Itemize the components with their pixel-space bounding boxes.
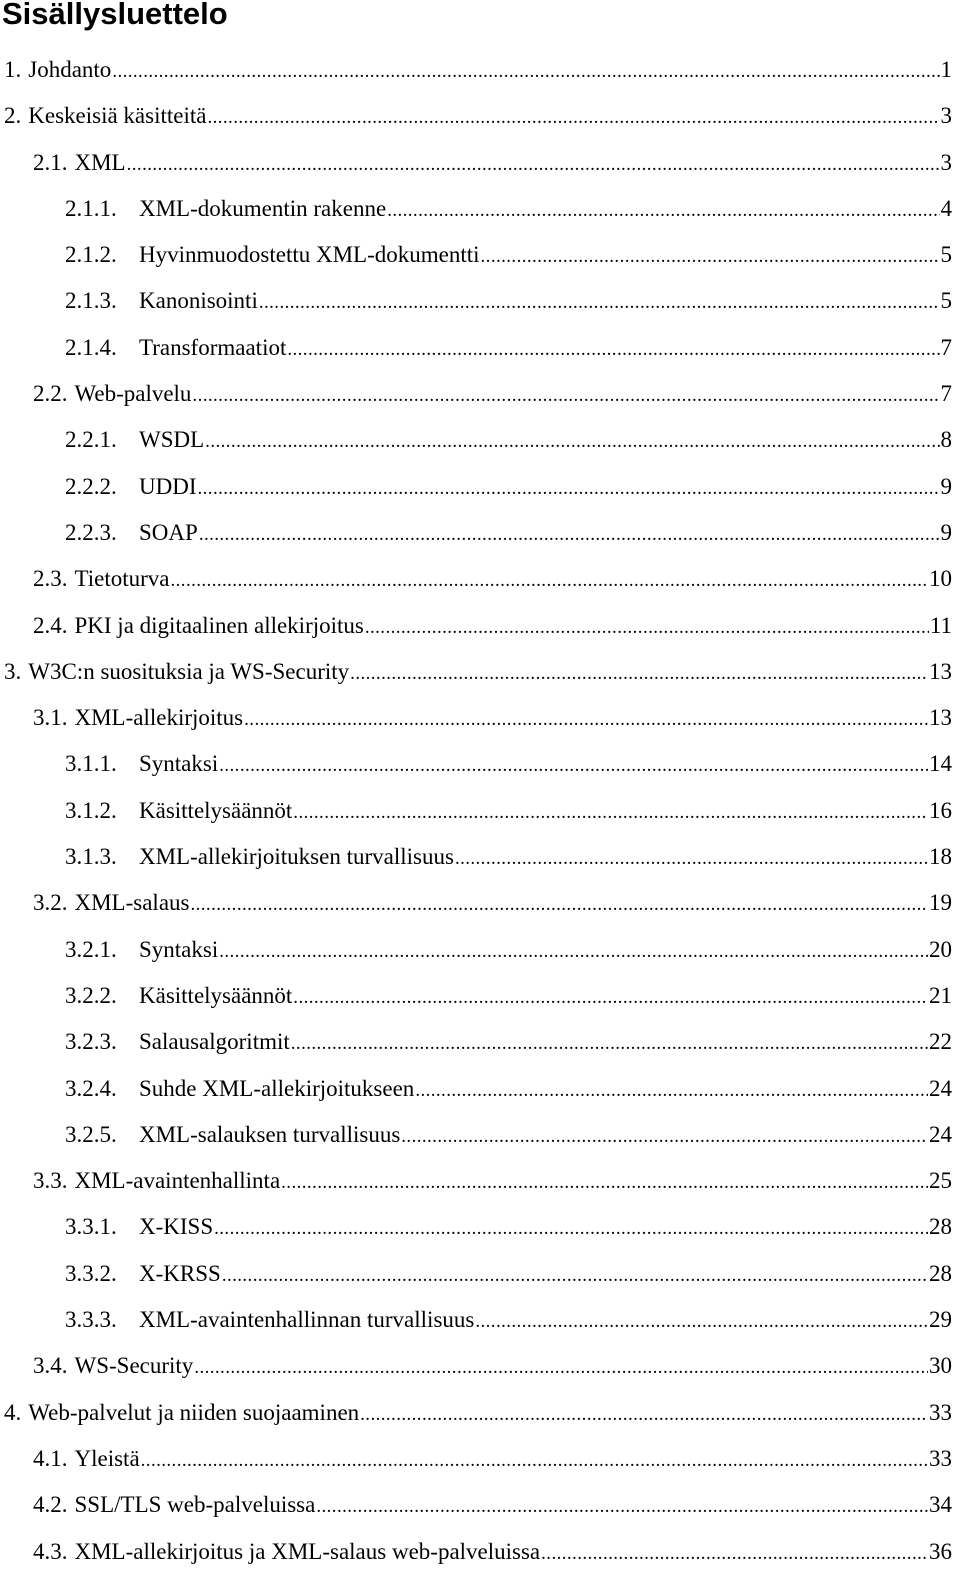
toc-entry-page-number: 11: [929, 612, 952, 638]
toc-entry-number: 4.1.: [33, 1445, 68, 1471]
dot-leader: [350, 665, 928, 683]
toc-entry[interactable]: [0, 927, 960, 973]
toc-entry-title: Käsittelysäännöt: [139, 982, 293, 1008]
toc-entry-title: Syntaksi: [139, 936, 219, 962]
dot-leader: [291, 1035, 928, 1053]
toc-entry-page-number: 22: [929, 1029, 952, 1055]
toc-entry[interactable]: [0, 232, 960, 278]
toc-entry-number: 2.1.2.: [65, 242, 117, 268]
table-of-contents: [0, 47, 960, 1575]
toc-entry-page-number: 21: [929, 982, 952, 1008]
toc-entry-title: WS-Security: [74, 1353, 194, 1379]
toc-entry[interactable]: [0, 140, 960, 186]
toc-entry-page-number: 30: [929, 1353, 952, 1379]
toc-entry[interactable]: [0, 47, 960, 93]
toc-entry[interactable]: [0, 325, 960, 371]
toc-entry-title: XML: [74, 149, 126, 175]
toc-entry[interactable]: [0, 1251, 960, 1297]
toc-entry[interactable]: [0, 741, 960, 787]
toc-entry-page-number: 24: [929, 1121, 952, 1147]
toc-entry-page-number: 28: [929, 1260, 952, 1286]
dot-leader: [455, 850, 928, 868]
toc-entry-number: 3.: [4, 658, 22, 684]
toc-entry-page-number: 28: [929, 1214, 952, 1240]
toc-entry-page-number: 5: [940, 288, 952, 314]
dot-leader: [365, 619, 929, 637]
toc-entry-title: Hyvinmuodostettu XML-dokumentti: [139, 242, 480, 268]
toc-entry-page-number: 3: [940, 149, 952, 175]
dot-leader: [112, 63, 939, 81]
toc-entry-number: 4.3.: [33, 1538, 68, 1564]
dot-leader: [281, 1174, 928, 1192]
toc-entry-page-number: 3: [940, 103, 952, 129]
toc-entry[interactable]: [0, 880, 960, 926]
toc-entry-page-number: 7: [940, 381, 952, 407]
toc-entry[interactable]: [0, 93, 960, 139]
toc-entry-number: 3.2.1.: [65, 936, 117, 962]
toc-entry[interactable]: [0, 1482, 960, 1528]
dot-leader: [293, 804, 928, 822]
dot-leader: [219, 943, 928, 961]
toc-entry-page-number: 4: [940, 195, 952, 221]
toc-entry-page-number: 16: [929, 797, 952, 823]
toc-entry[interactable]: [0, 1066, 960, 1112]
dot-leader: [198, 480, 940, 498]
dot-leader: [214, 1220, 928, 1238]
toc-entry-title: XML-allekirjoitus: [74, 705, 244, 731]
toc-entry-number: 3.3.3.: [65, 1307, 117, 1333]
toc-entry[interactable]: [0, 1297, 960, 1343]
dot-leader: [287, 341, 939, 359]
toc-entry-page-number: 33: [929, 1399, 952, 1425]
toc-entry-number: 3.2.3.: [65, 1029, 117, 1055]
toc-entry-title: PKI ja digitaalinen allekirjoitus: [74, 612, 364, 638]
toc-entry-number: 2.4.: [33, 612, 68, 638]
toc-entry[interactable]: [0, 464, 960, 510]
toc-entry-number: 2.3.: [33, 566, 68, 592]
toc-entry-title: Käsittelysäännöt: [139, 797, 293, 823]
toc-entry-title: UDDI: [139, 473, 197, 499]
dot-leader: [222, 1267, 928, 1285]
toc-entry-number: 3.1.1.: [65, 751, 117, 777]
dot-leader: [205, 433, 939, 451]
dot-leader: [141, 1452, 928, 1470]
toc-entry-title: Yleistä: [74, 1445, 140, 1471]
toc-entry-title: WSDL: [139, 427, 205, 453]
toc-entry-title: XML-salaus: [74, 890, 190, 916]
dot-leader: [207, 109, 939, 127]
dot-leader: [219, 757, 928, 775]
toc-entry-title: Suhde XML-allekirjoitukseen: [139, 1075, 415, 1101]
toc-entry[interactable]: [0, 556, 960, 602]
toc-entry-number: 2.1.4.: [65, 334, 117, 360]
toc-entry[interactable]: [0, 1343, 960, 1389]
toc-entry[interactable]: [0, 1204, 960, 1250]
dot-leader: [475, 1313, 928, 1331]
dot-leader: [244, 711, 928, 729]
toc-entry-page-number: 7: [940, 334, 952, 360]
toc-entry-number: 4.2.: [33, 1492, 68, 1518]
toc-entry[interactable]: [0, 1529, 960, 1575]
dot-leader: [360, 1406, 928, 1424]
toc-entry-page-number: 10: [929, 566, 952, 592]
dot-leader: [127, 156, 940, 174]
dot-leader: [401, 1128, 928, 1146]
toc-entry-page-number: 19: [929, 890, 952, 916]
toc-entry-page-number: 18: [929, 844, 952, 870]
toc-entry-number: 1.: [4, 57, 22, 82]
toc-entry[interactable]: [0, 1390, 960, 1436]
toc-entry-title: XML-salauksen turvallisuus: [139, 1121, 401, 1147]
toc-entry-page-number: 34: [929, 1492, 952, 1518]
toc-entry-title: Syntaksi: [139, 751, 219, 777]
toc-entry-title: SSL/TLS web-palveluissa: [74, 1492, 316, 1518]
toc-entry-number: 3.2.: [33, 890, 68, 916]
toc-entry-title: SOAP: [139, 519, 198, 545]
toc-entry[interactable]: [0, 1436, 960, 1482]
page-title: Sisällysluettelo: [2, 0, 228, 31]
toc-entry-page-number: 24: [929, 1075, 952, 1101]
toc-entry[interactable]: [0, 417, 960, 463]
toc-entry-title: XML-avaintenhallinnan turvallisuus: [139, 1307, 475, 1333]
toc-entry[interactable]: [0, 1019, 960, 1065]
toc-entry-title: Kanonisointi: [139, 288, 258, 314]
toc-entry-number: 2.1.: [33, 149, 68, 175]
dot-leader: [387, 202, 939, 220]
toc-entry[interactable]: [0, 695, 960, 741]
dot-leader: [481, 248, 940, 266]
toc-entry-number: 3.1.2.: [65, 797, 117, 823]
toc-entry-page-number: 13: [929, 705, 952, 731]
toc-entry-page-number: 25: [929, 1168, 952, 1194]
toc-entry-title: XML-dokumentin rakenne: [139, 195, 387, 221]
toc-entry-page-number: 29: [929, 1307, 952, 1333]
toc-entry-number: 3.3.: [33, 1168, 68, 1194]
toc-entry-page-number: 9: [940, 473, 952, 499]
toc-entry[interactable]: [0, 1158, 960, 1204]
toc-entry-title: Web-palvelut ja niiden suojaaminen: [28, 1399, 360, 1425]
toc-entry[interactable]: [0, 186, 960, 232]
toc-entry-title: Tietoturva: [74, 566, 170, 592]
toc-entry-number: 3.1.3.: [65, 844, 117, 870]
dot-leader: [415, 1082, 928, 1100]
toc-entry-number: 2.2.3.: [65, 519, 117, 545]
toc-entry[interactable]: [0, 973, 960, 1019]
toc-entry[interactable]: [0, 603, 960, 649]
toc-entry-page-number: 8: [940, 427, 952, 453]
toc-entry-number: 3.3.2.: [65, 1260, 117, 1286]
toc-entry-number: 2.2.: [33, 381, 68, 407]
toc-entry-title: XML-allekirjoitus ja XML-salaus web-palveluissa: [74, 1538, 541, 1564]
toc-entry[interactable]: [0, 788, 960, 834]
toc-entry-page-number: 9: [940, 519, 952, 545]
dot-leader: [194, 1359, 928, 1377]
toc-entry-number: 2.2.2.: [65, 473, 117, 499]
toc-entry-number: 3.1.: [33, 705, 68, 731]
toc-entry-page-number: 1: [940, 57, 952, 82]
toc-entry-number: 3.2.2.: [65, 982, 117, 1008]
dot-leader: [541, 1545, 928, 1563]
toc-entry-number: 2.1.3.: [65, 288, 117, 314]
toc-entry-page-number: 36: [929, 1538, 952, 1564]
toc-entry-title: Johdanto: [28, 57, 112, 82]
toc-entry[interactable]: [0, 510, 960, 556]
toc-entry-title: XML-avaintenhallinta: [74, 1168, 281, 1194]
toc-entry-number: 3.4.: [33, 1353, 68, 1379]
toc-entry[interactable]: [0, 834, 960, 880]
toc-entry-number: 4.: [4, 1399, 22, 1425]
toc-entry-title: Salausalgoritmit: [139, 1029, 290, 1055]
toc-entry-title: W3C:n suosituksia ja WS-Security: [28, 658, 350, 684]
toc-entry-number: 2.1.1.: [65, 195, 117, 221]
toc-entry-title: Transformaatiot: [139, 334, 287, 360]
dot-leader: [293, 989, 928, 1007]
dot-leader: [190, 896, 928, 914]
toc-entry-title: Web-palvelu: [74, 381, 192, 407]
toc-entry-page-number: 20: [929, 936, 952, 962]
dot-leader: [199, 526, 940, 544]
dot-leader: [259, 294, 940, 312]
toc-entry[interactable]: [0, 1112, 960, 1158]
toc-entry[interactable]: [0, 371, 960, 417]
toc-entry-page-number: 5: [940, 242, 952, 268]
dot-leader: [192, 387, 939, 405]
dot-leader: [316, 1498, 928, 1516]
toc-entry-title: Keskeisiä käsitteitä: [28, 103, 207, 129]
toc-entry[interactable]: [0, 278, 960, 324]
toc-entry-number: 2.2.1.: [65, 427, 117, 453]
toc-entry-page-number: 33: [929, 1445, 952, 1471]
toc-entry-title: X-KRSS: [139, 1260, 221, 1286]
toc-entry-title: X-KISS: [139, 1214, 214, 1240]
toc-entry-number: 3.2.5.: [65, 1121, 117, 1147]
toc-entry-number: 3.2.4.: [65, 1075, 117, 1101]
toc-entry-page-number: 13: [929, 658, 952, 684]
toc-entry-number: 3.3.1.: [65, 1214, 117, 1240]
toc-entry-number: 2.: [4, 103, 22, 129]
dot-leader: [171, 572, 929, 590]
toc-entry[interactable]: [0, 649, 960, 695]
toc-entry-title: XML-allekirjoituksen turvallisuus: [139, 844, 454, 870]
toc-entry-page-number: 14: [929, 751, 952, 777]
